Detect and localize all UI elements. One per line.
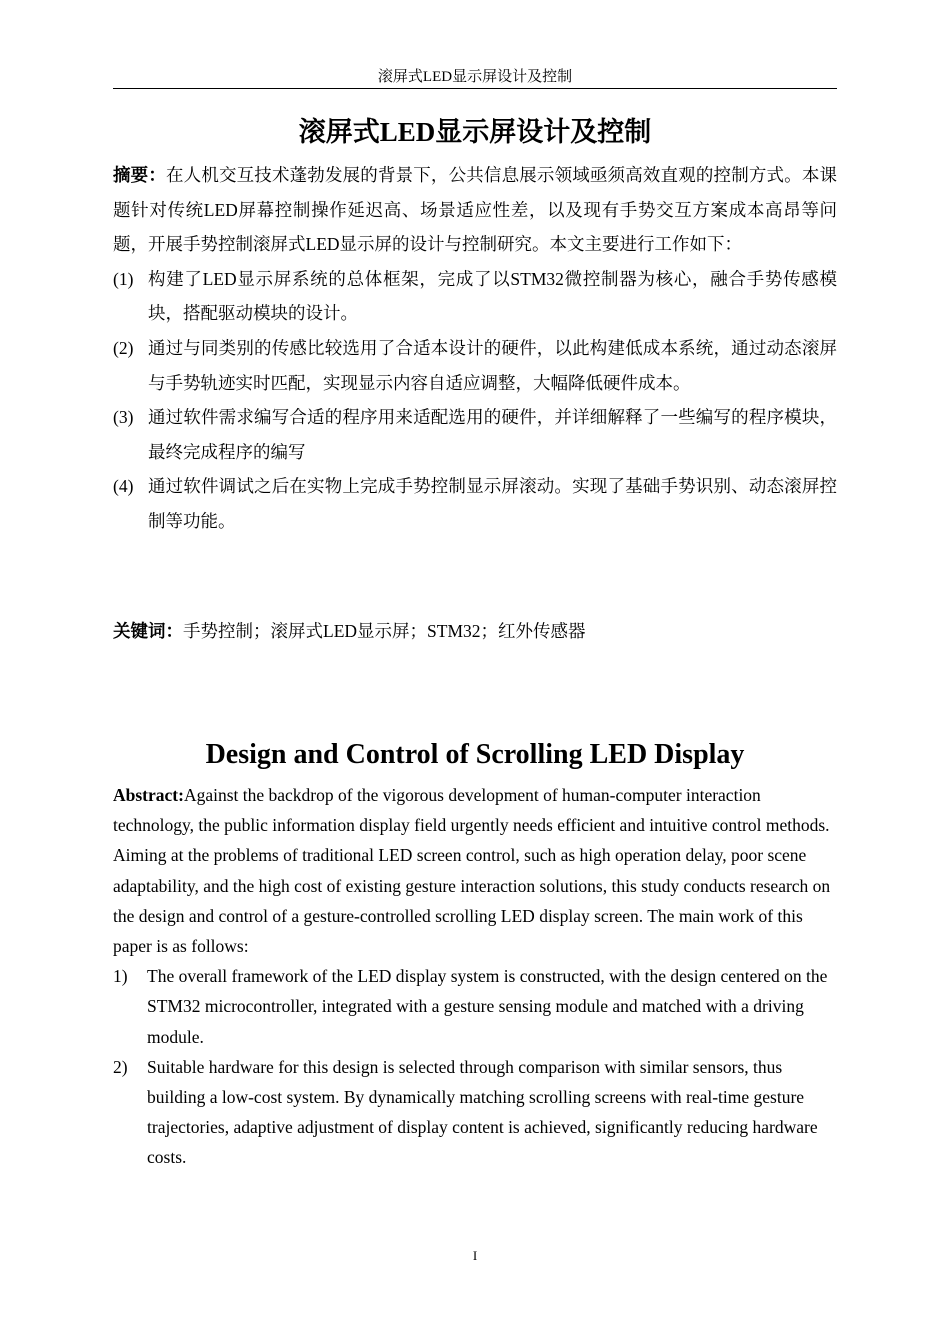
chinese-keywords (113, 614, 837, 648)
chinese-list-item (113, 469, 837, 538)
list-text: 通过软件需求编写合适的程序用来适配选用的硬件，并详细解释了一些编写的程序模块，最终完成程序的编写 (148, 407, 837, 462)
list-text: 通过软件调试之后在实物上完成手势控制显示屏滚动。实现了基础手势识别、动态滚屏控制等功能。 (148, 476, 837, 531)
chinese-abstract-text: 在人机交互技术蓬勃发展的背景下，公共信息展示领域亟须高效直观的控制方式。本课题针对传统LED屏幕控制操作延迟高、场景适应性差，以及现有手势交互方案成本高昂等问题，开展手势控制滚屏式LED显示屏的设计与控制研究。本文主要进行工作如下： (113, 165, 838, 255)
keywords-text: 手势控制；滚屏式LED显示屏；STM32；红外传感器 (183, 621, 586, 641)
keywords-label: 关键词： (113, 621, 183, 641)
list-number: (4) (113, 476, 134, 497)
english-list-item (113, 1052, 837, 1173)
english-abstract-text: Against the backdrop of the vigorous development of human-computer interaction technology, the public information display field urgently needs efficient and intuitive control methods. Aiming at the problems of traditional LED screen control, such as high operation delay, poor scene adaptability, and the high cost of existing gesture interaction solutions, this study conducts research on the design and control of a gesture-controlled scrolling LED display screen. The main work of this paper is as follows: (113, 785, 831, 957)
english-list-item (113, 961, 837, 1052)
list-text: 通过与同类别的传感比较选用了合适本设计的硬件，以此构建低成本系统，通过动态滚屏与手势轨迹实时匹配，实现显示内容自适应调整，大幅降低硬件成本。 (148, 337, 837, 393)
list-number: (1) (113, 268, 134, 289)
chinese-abstract (113, 158, 837, 539)
list-text: 构建了LED显示屏系统的总体框架，完成了以STM32微控制器为核心，融合手势传感模块，搭配驱动模块的设计。 (148, 268, 837, 324)
list-number: (2) (113, 337, 134, 358)
english-abstract-label: Abstract: (113, 785, 184, 805)
chinese-abstract-paragraph (113, 158, 837, 262)
chinese-list-item (113, 400, 837, 469)
chinese-title: 滚屏式LED显示屏设计及控制 (298, 117, 652, 147)
chinese-abstract-label: 摘要： (113, 165, 166, 185)
page-number: I (472, 1248, 478, 1263)
list-number: 2) (113, 1056, 128, 1077)
list-text: Suitable hardware for this design is selected through comparison with similar sensors, thus building a low-cost system. By dynamically matching scrolling screens with real-time gesture trajectories, adaptive adjustment of display content is achieved, significantly reducing hardware costs. (147, 1056, 818, 1168)
chinese-list-item (113, 262, 837, 331)
list-number: 1) (113, 966, 128, 987)
english-abstract (113, 780, 837, 1173)
running-header: 滚屏式LED显示屏设计及控制 (113, 66, 837, 89)
list-text: The overall framework of the LED display system is constructed, with the design centered on the STM32 microcontroller, integrated with a gesture sensing module and matched with a driving module. (147, 966, 828, 1047)
list-number: (3) (113, 407, 134, 428)
english-abstract-paragraph (113, 780, 837, 961)
english-title: Design and Control of Scrolling LED Display (205, 739, 745, 770)
chinese-list-item (113, 331, 837, 400)
